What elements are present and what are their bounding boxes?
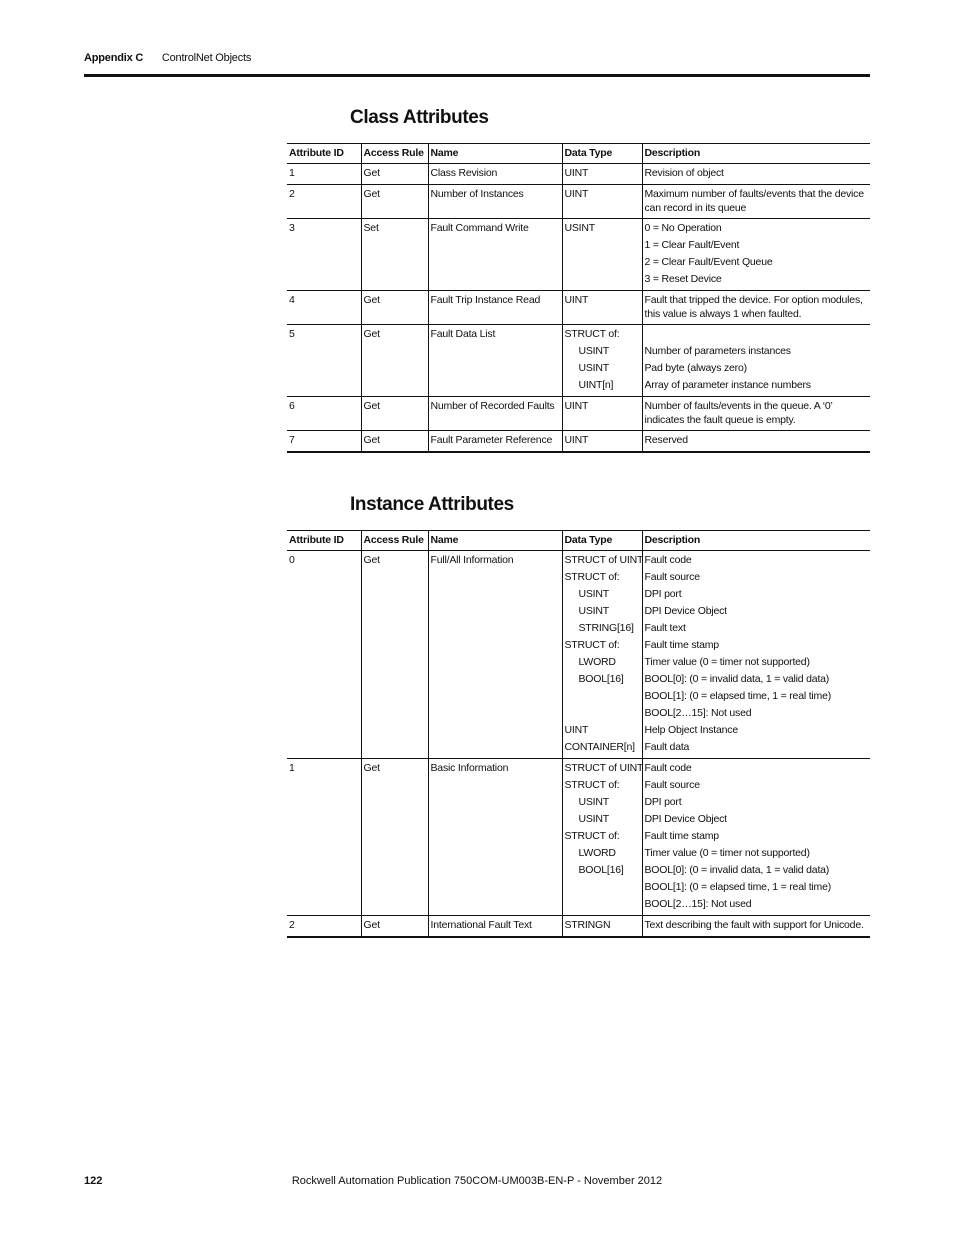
description-line: BOOL[0]: (0 = invalid data, 1 = valid data) — [644, 673, 830, 685]
description-line: Maximum number of faults/events that the device can record in its queue — [644, 188, 864, 214]
table-row — [287, 916, 870, 938]
description-line: Timer value (0 = timer not supported) — [644, 847, 810, 859]
data-type-line: STRUCT of: — [564, 830, 620, 842]
data-type-cell — [562, 431, 642, 453]
access-rule-cell: Get — [361, 551, 428, 759]
access-rule-cell: Get — [361, 291, 428, 325]
access-rule-cell: Get — [361, 325, 428, 397]
data-type-line: STRUCT of: — [564, 639, 620, 651]
description-cell — [642, 551, 870, 759]
data-type-line: USINT — [578, 796, 610, 808]
class-attributes-table — [287, 143, 870, 453]
data-type-line: LWORD — [578, 656, 616, 668]
column-header: Description — [642, 531, 870, 551]
name-cell: Full/All Information — [428, 551, 562, 759]
data-type-cell — [562, 916, 642, 938]
attribute-id-cell: 5 — [287, 325, 361, 397]
data-type-line: CONTAINER[n] — [564, 741, 635, 753]
name-cell: Fault Parameter Reference — [428, 431, 562, 453]
table-row — [287, 164, 870, 185]
data-type-line: USINT — [578, 362, 610, 374]
data-type-line: UINT — [564, 294, 589, 306]
column-header: Access Rule — [361, 144, 428, 164]
data-type-line: LWORD — [578, 847, 616, 859]
appendix-label: Appendix C — [84, 52, 144, 64]
column-header: Attribute ID — [287, 144, 361, 164]
access-rule-cell: Get — [361, 164, 428, 185]
description-cell — [642, 397, 870, 431]
description-line: Fault code — [644, 554, 692, 566]
page-header — [84, 52, 870, 64]
data-type-line: USINT — [564, 222, 596, 234]
table-row — [287, 431, 870, 453]
description-cell — [642, 325, 870, 397]
data-type-line: STRUCT of: — [564, 571, 620, 583]
name-cell: Basic Information — [428, 759, 562, 916]
data-type-line: STRUCT of: — [564, 328, 620, 340]
description-line: Help Object Instance — [644, 724, 738, 736]
data-type-cell — [562, 291, 642, 325]
table-row — [287, 325, 870, 397]
attribute-id-cell: 7 — [287, 431, 361, 453]
data-type-line: STRUCT of UINT — [564, 554, 644, 566]
attribute-id-cell: 1 — [287, 759, 361, 916]
description-line: Fault that tripped the device. For option modules, this value is always 1 when faulted. — [644, 294, 863, 320]
description-line: Revision of object — [644, 167, 724, 179]
data-type-line: UINT — [564, 400, 589, 412]
description-line: Timer value (0 = timer not supported) — [644, 656, 810, 668]
data-type-line — [565, 705, 640, 722]
publication-footer: Rockwell Automation Publication 750COM-UM003B-EN-P - November 2012 — [291, 1175, 663, 1187]
data-type-line: UINT — [564, 188, 589, 200]
name-cell: Fault Data List — [428, 325, 562, 397]
table-header-row — [287, 144, 870, 164]
access-rule-cell: Set — [361, 219, 428, 291]
data-type-line: STRUCT of UINT — [564, 762, 644, 774]
data-type-line — [565, 879, 640, 896]
description-cell — [642, 431, 870, 453]
section-label: ControlNet Objects — [161, 52, 252, 64]
column-header: Data Type — [562, 144, 642, 164]
access-rule-cell: Get — [361, 397, 428, 431]
description-line: Fault source — [644, 779, 700, 791]
column-header: Data Type — [562, 531, 642, 551]
name-cell: International Fault Text — [428, 916, 562, 938]
name-cell: Number of Instances — [428, 185, 562, 219]
name-cell: Number of Recorded Faults — [428, 397, 562, 431]
data-type-line: USINT — [578, 345, 610, 357]
description-line: BOOL[1]: (0 = elapsed time, 1 = real time) — [644, 881, 832, 893]
instance-attributes-heading: Instance Attributes — [350, 494, 514, 515]
table-row — [287, 219, 870, 291]
table-header-row — [287, 531, 870, 551]
data-type-line: STRING[16] — [578, 622, 634, 634]
data-type-cell — [562, 397, 642, 431]
description-line: BOOL[1]: (0 = elapsed time, 1 = real time) — [644, 690, 832, 702]
data-type-line — [565, 896, 640, 913]
description-cell — [642, 164, 870, 185]
data-type-cell — [562, 164, 642, 185]
description-line: Number of faults/events in the queue. A ‘0’ indicates the fault queue is empty. — [644, 400, 833, 426]
description-line: DPI Device Object — [644, 813, 727, 825]
attribute-id-cell: 2 — [287, 185, 361, 219]
description-line: DPI Device Object — [644, 605, 727, 617]
description-line — [645, 326, 869, 343]
column-header: Name — [428, 144, 562, 164]
description-cell — [642, 291, 870, 325]
column-header: Description — [642, 144, 870, 164]
attribute-id-cell: 0 — [287, 551, 361, 759]
data-type-line: UINT — [564, 434, 589, 446]
table-row — [287, 759, 870, 916]
attribute-id-cell: 2 — [287, 916, 361, 938]
data-type-line: UINT — [564, 167, 589, 179]
access-rule-cell: Get — [361, 759, 428, 916]
description-line: Array of parameter instance numbers — [644, 379, 811, 391]
description-line: BOOL[2…15]: Not used — [644, 898, 752, 910]
description-line: Text describing the fault with support for Unicode. — [644, 919, 864, 931]
description-line: Fault source — [644, 571, 700, 583]
access-rule-cell: Get — [361, 916, 428, 938]
description-cell — [642, 185, 870, 219]
attribute-id-cell: 6 — [287, 397, 361, 431]
data-type-cell — [562, 219, 642, 291]
table-row — [287, 551, 870, 759]
access-rule-cell: Get — [361, 185, 428, 219]
description-line: BOOL[2…15]: Not used — [644, 707, 752, 719]
description-line: DPI port — [644, 796, 682, 808]
description-line: Fault time stamp — [644, 639, 719, 651]
data-type-line: USINT — [578, 605, 610, 617]
attribute-id-cell: 1 — [287, 164, 361, 185]
column-header: Access Rule — [361, 531, 428, 551]
description-line: 1 = Clear Fault/Event — [644, 239, 740, 251]
data-type-line: STRUCT of: — [564, 779, 620, 791]
description-line: Reserved — [644, 434, 688, 446]
description-line: Fault text — [644, 622, 686, 634]
data-type-cell — [562, 551, 642, 759]
description-cell — [642, 916, 870, 938]
description-line: 3 = Reset Device — [644, 273, 722, 285]
column-header: Name — [428, 531, 562, 551]
description-cell — [642, 759, 870, 916]
data-type-line: USINT — [578, 813, 610, 825]
description-line: Fault code — [644, 762, 692, 774]
description-line: Fault data — [644, 741, 690, 753]
class-attributes-heading: Class Attributes — [350, 107, 489, 128]
data-type-cell — [562, 759, 642, 916]
name-cell: Fault Command Write — [428, 219, 562, 291]
data-type-cell — [562, 325, 642, 397]
description-line: Fault time stamp — [644, 830, 719, 842]
data-type-line: BOOL[16] — [578, 673, 624, 685]
description-line: 0 = No Operation — [644, 222, 722, 234]
name-cell: Fault Trip Instance Read — [428, 291, 562, 325]
data-type-line: STRINGN — [564, 919, 611, 931]
data-type-line: UINT — [564, 724, 589, 736]
instance-attributes-table — [287, 530, 870, 938]
description-line: BOOL[0]: (0 = invalid data, 1 = valid data) — [644, 864, 830, 876]
access-rule-cell: Get — [361, 431, 428, 453]
description-line: DPI port — [644, 588, 682, 600]
table-row — [287, 397, 870, 431]
data-type-cell — [562, 185, 642, 219]
data-type-line: USINT — [578, 588, 610, 600]
data-type-line — [565, 688, 640, 705]
name-cell: Class Revision — [428, 164, 562, 185]
header-rule — [84, 74, 870, 77]
page-number: 122 — [84, 1175, 103, 1187]
description-line: Pad byte (always zero) — [644, 362, 747, 374]
table-row — [287, 291, 870, 325]
description-line: 2 = Clear Fault/Event Queue — [644, 256, 773, 268]
description-line: Number of parameters instances — [644, 345, 791, 357]
data-type-line: UINT[n] — [578, 379, 614, 391]
description-cell — [642, 219, 870, 291]
attribute-id-cell: 4 — [287, 291, 361, 325]
attribute-id-cell: 3 — [287, 219, 361, 291]
table-row — [287, 185, 870, 219]
data-type-line: BOOL[16] — [578, 864, 624, 876]
column-header: Attribute ID — [287, 531, 361, 551]
